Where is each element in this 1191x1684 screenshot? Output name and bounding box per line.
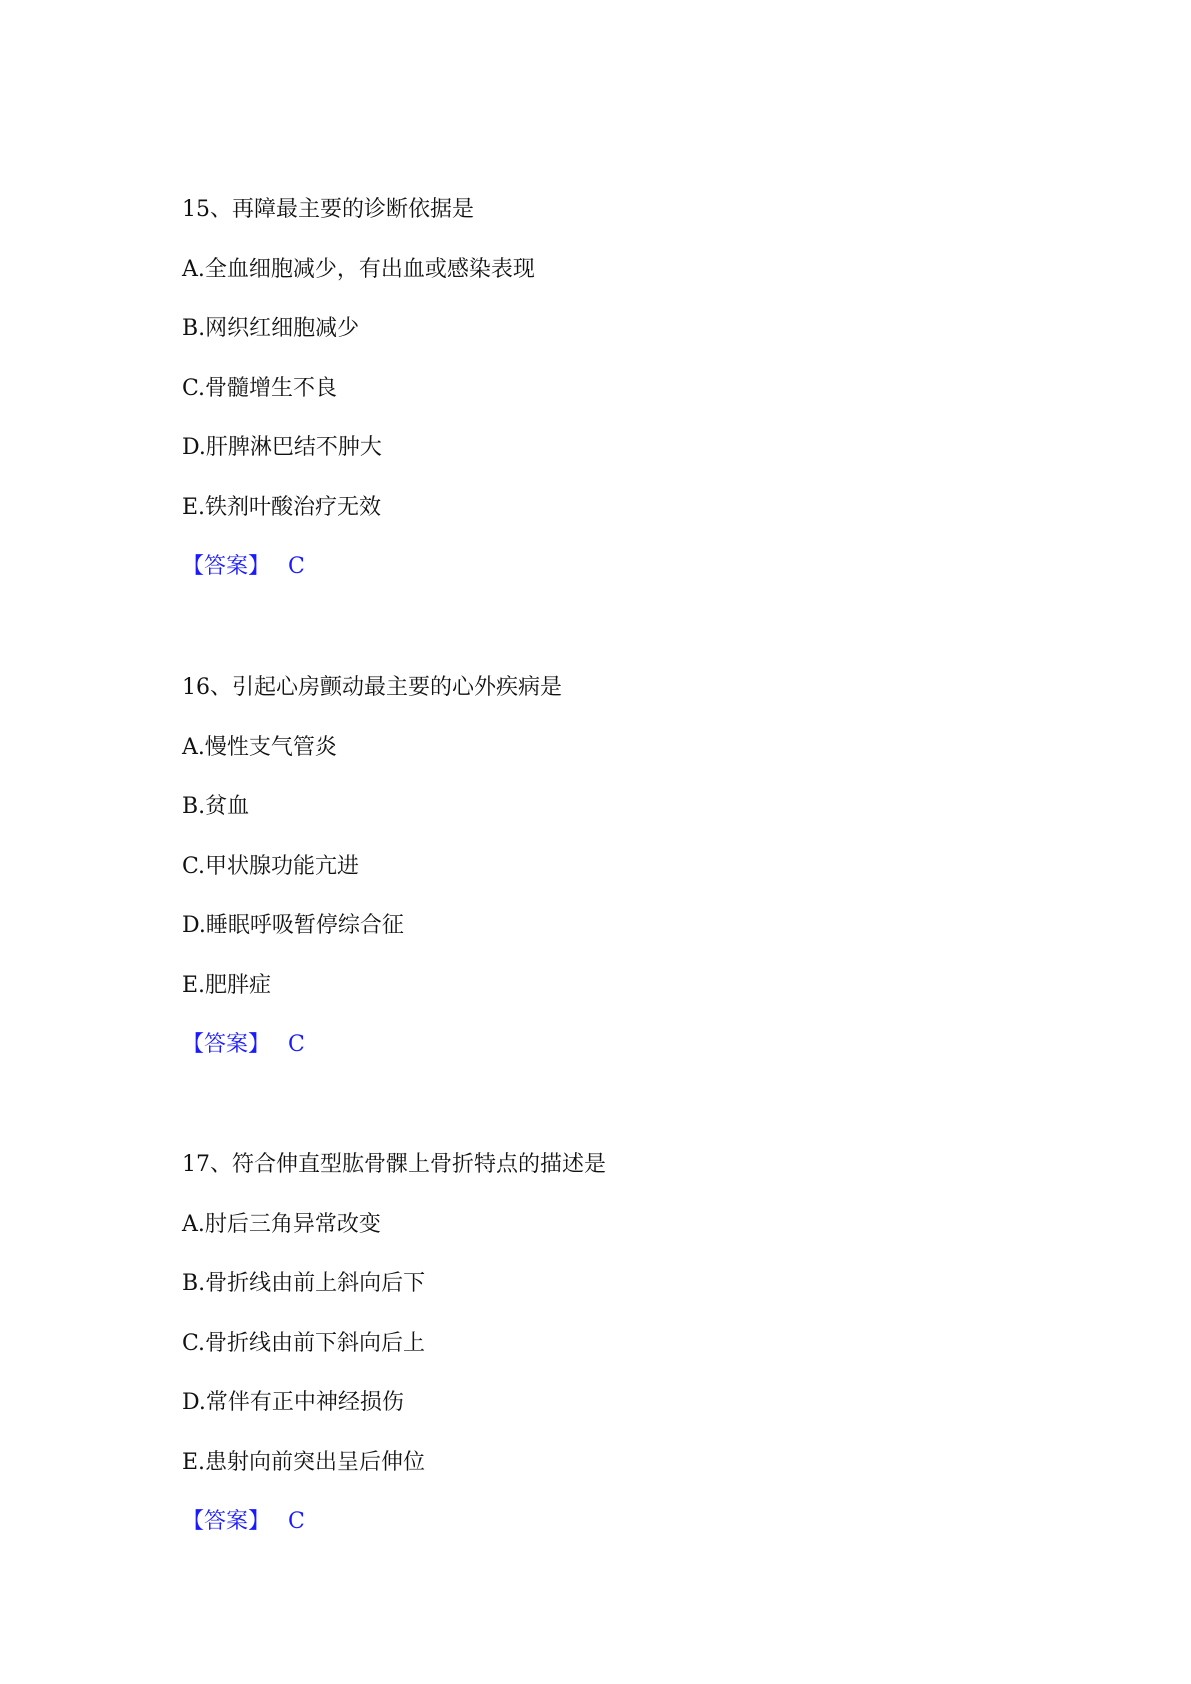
option-e: E.肥胖症 bbox=[182, 972, 272, 998]
question-15 bbox=[182, 198, 1082, 579]
option-e: E.患射向前突出呈后伸位 bbox=[182, 1449, 426, 1475]
option-c: C.骨折线由前下斜向后上 bbox=[182, 1330, 426, 1356]
question-16 bbox=[182, 676, 1082, 1057]
option-a: A.慢性支气管炎 bbox=[182, 734, 337, 760]
option-b: B.骨折线由前上斜向后下 bbox=[182, 1271, 426, 1296]
option-d: D.肝脾淋巴结不肿大 bbox=[182, 435, 382, 460]
option-b: B.网织红细胞减少 bbox=[182, 316, 360, 341]
question-17 bbox=[182, 1153, 1082, 1534]
option-e: E.铁剂叶酸治疗无效 bbox=[182, 494, 382, 520]
answer-label: 【答案】 bbox=[182, 554, 271, 579]
answer-value: C bbox=[288, 1032, 305, 1057]
question-stem: 16、引起心房颤动最主要的心外疾病是 bbox=[182, 675, 562, 700]
answer-label: 【答案】 bbox=[182, 1032, 271, 1057]
option-c: C.甲状腺功能亢进 bbox=[182, 853, 360, 879]
answer-line bbox=[182, 555, 1082, 579]
option-a: A.肘后三角异常改变 bbox=[182, 1211, 381, 1237]
option-b: B.贫血 bbox=[182, 794, 250, 819]
answer-value: C bbox=[288, 1509, 305, 1534]
answer-line bbox=[182, 1510, 1082, 1534]
question-stem: 17、符合伸直型肱骨髁上骨折特点的描述是 bbox=[182, 1152, 606, 1177]
option-d: D.睡眠呼吸暂停综合征 bbox=[182, 913, 404, 938]
answer-label: 【答案】 bbox=[182, 1509, 271, 1534]
answer-value: C bbox=[288, 554, 305, 579]
option-c: C.骨髓增生不良 bbox=[182, 375, 338, 401]
answer-line bbox=[182, 1033, 1082, 1057]
question-stem: 15、再障最主要的诊断依据是 bbox=[182, 197, 474, 222]
option-a: A.全血细胞减少，有出血或感染表现 bbox=[182, 256, 535, 282]
option-d: D.常伴有正中神经损伤 bbox=[182, 1390, 404, 1415]
